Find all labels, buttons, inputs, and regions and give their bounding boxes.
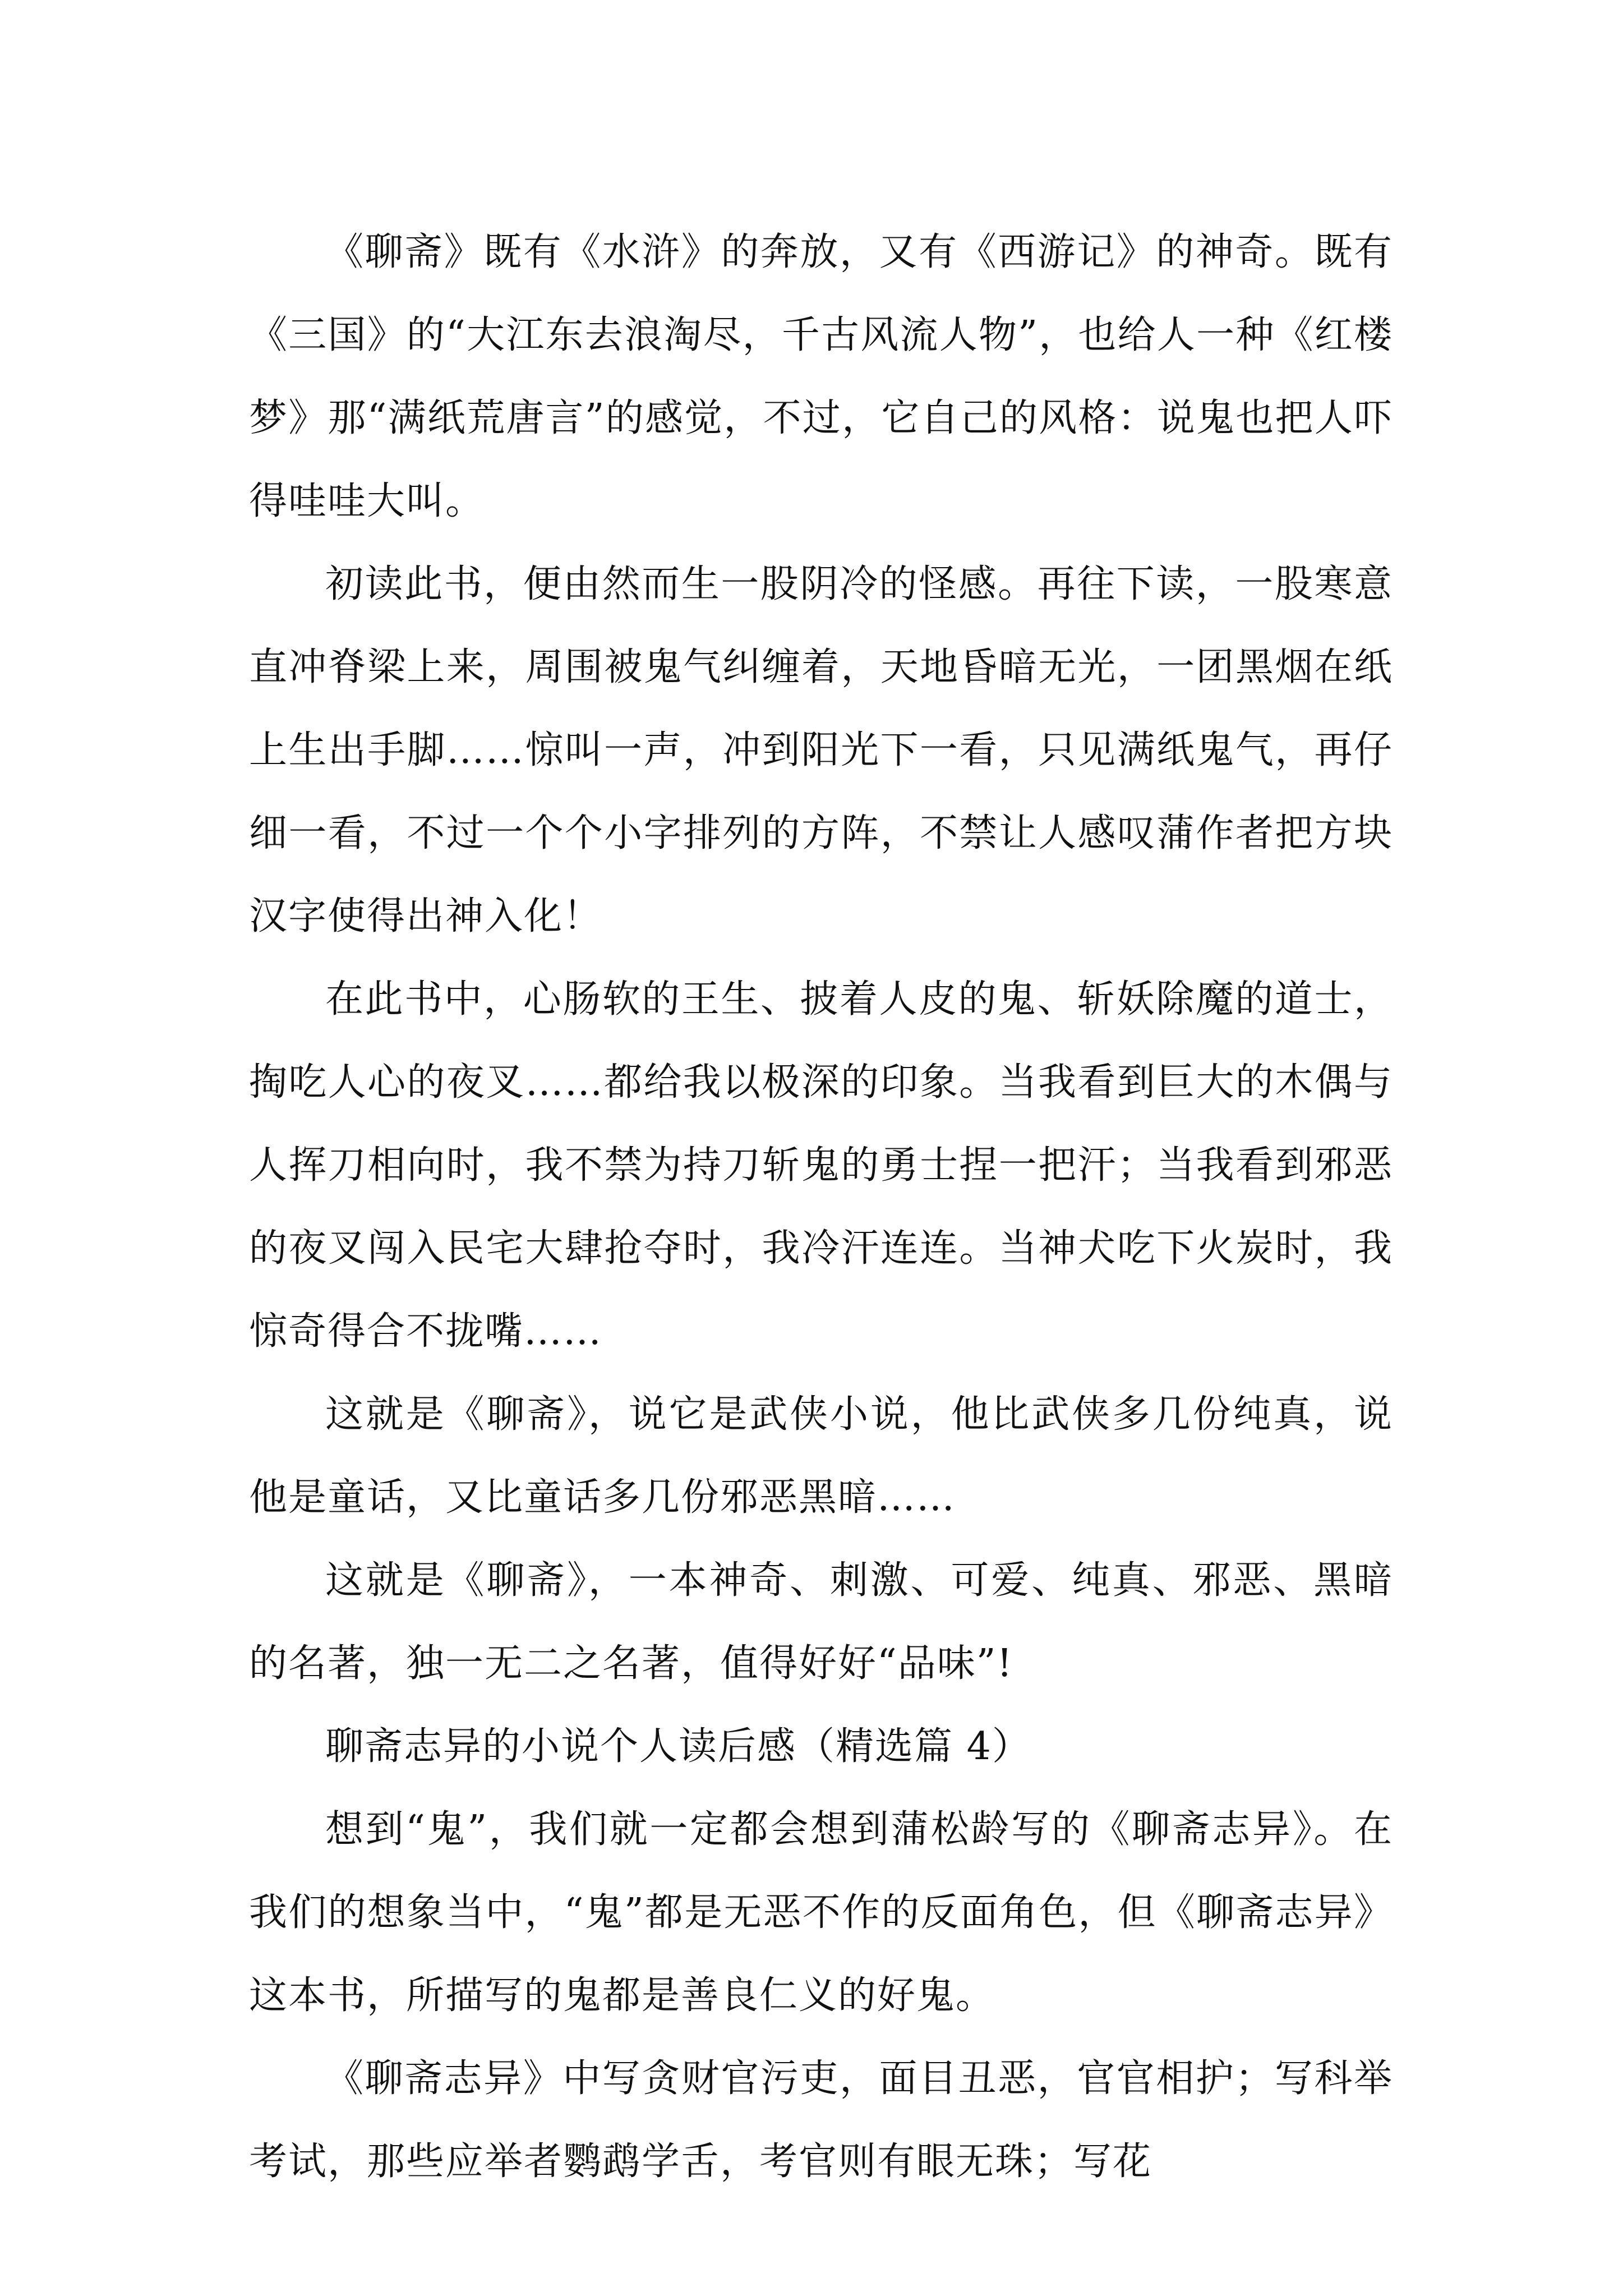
paragraph-1: 《聊斋》既有《水浒》的奔放，又有《西游记》的神奇。既有《三国》的“大江东去浪淘尽，千古风流人物”，也给人一种《红楼梦》那“满纸荒唐言”的感觉，不过，它自己的风格：说鬼也把人吓得哇哇大叫。 (249, 230, 1393, 523)
paragraph-6: 想到“鬼”，我们就一定都会想到蒲松龄写的《聊斋志异》。在我们的想象当中，“鬼”都是无恶不作的反面角色，但《聊斋志异》这本书，所描写的鬼都是善良仁义的好鬼。 (249, 1807, 1393, 2018)
paragraph-2: 初读此书，便由然而生一股阴冷的怪感。再往下读，一股寒意直冲脊梁上来，周围被鬼气纠缠着，天地昏暗无光，一团黑烟在纸上生出手脚……惊叫一声，冲到阳光下一看，只见满纸鬼气，再仔细一看，不过一个个小字排列的方阵，不禁让人感叹蒲作者把方块汉字使得出神入化！ (249, 562, 1393, 938)
section-heading: 聊斋志异的小说个人读后感（精选篇 4） (325, 1724, 1031, 1769)
document-body (249, 211, 1393, 2203)
paragraph-5: 这就是《聊斋》，一本神奇、刺激、可爱、纯真、邪恶、黑暗的名著，独一无二之名著，值得好好“品味”! (249, 1558, 1393, 1686)
paragraph-4: 这就是《聊斋》，说它是武侠小说，他比武侠多几份纯真，说他是童话，又比童话多几份邪恶黑暗…… (249, 1392, 1393, 1520)
paragraph-7: 《聊斋志异》中写贪财官污吏，面目丑恶，官官相护；写科举考试，那些应举者鹦鹉学舌，考官则有眼无珠；写花 (249, 2056, 1393, 2184)
paragraph-3: 在此书中，心肠软的王生、披着人皮的鬼、斩妖除魔的道士，掏吃人心的夜叉……都给我以极深的印象。当我看到巨大的木偶与人挥刀相向时，我不禁为持刀斩鬼的勇士捏一把汗；当我看到邪恶的夜叉闯入民宅大肆抢夺时，我冷汗连连。当神犬吃下火炭时，我惊奇得合不拢嘴…… (249, 977, 1393, 1354)
